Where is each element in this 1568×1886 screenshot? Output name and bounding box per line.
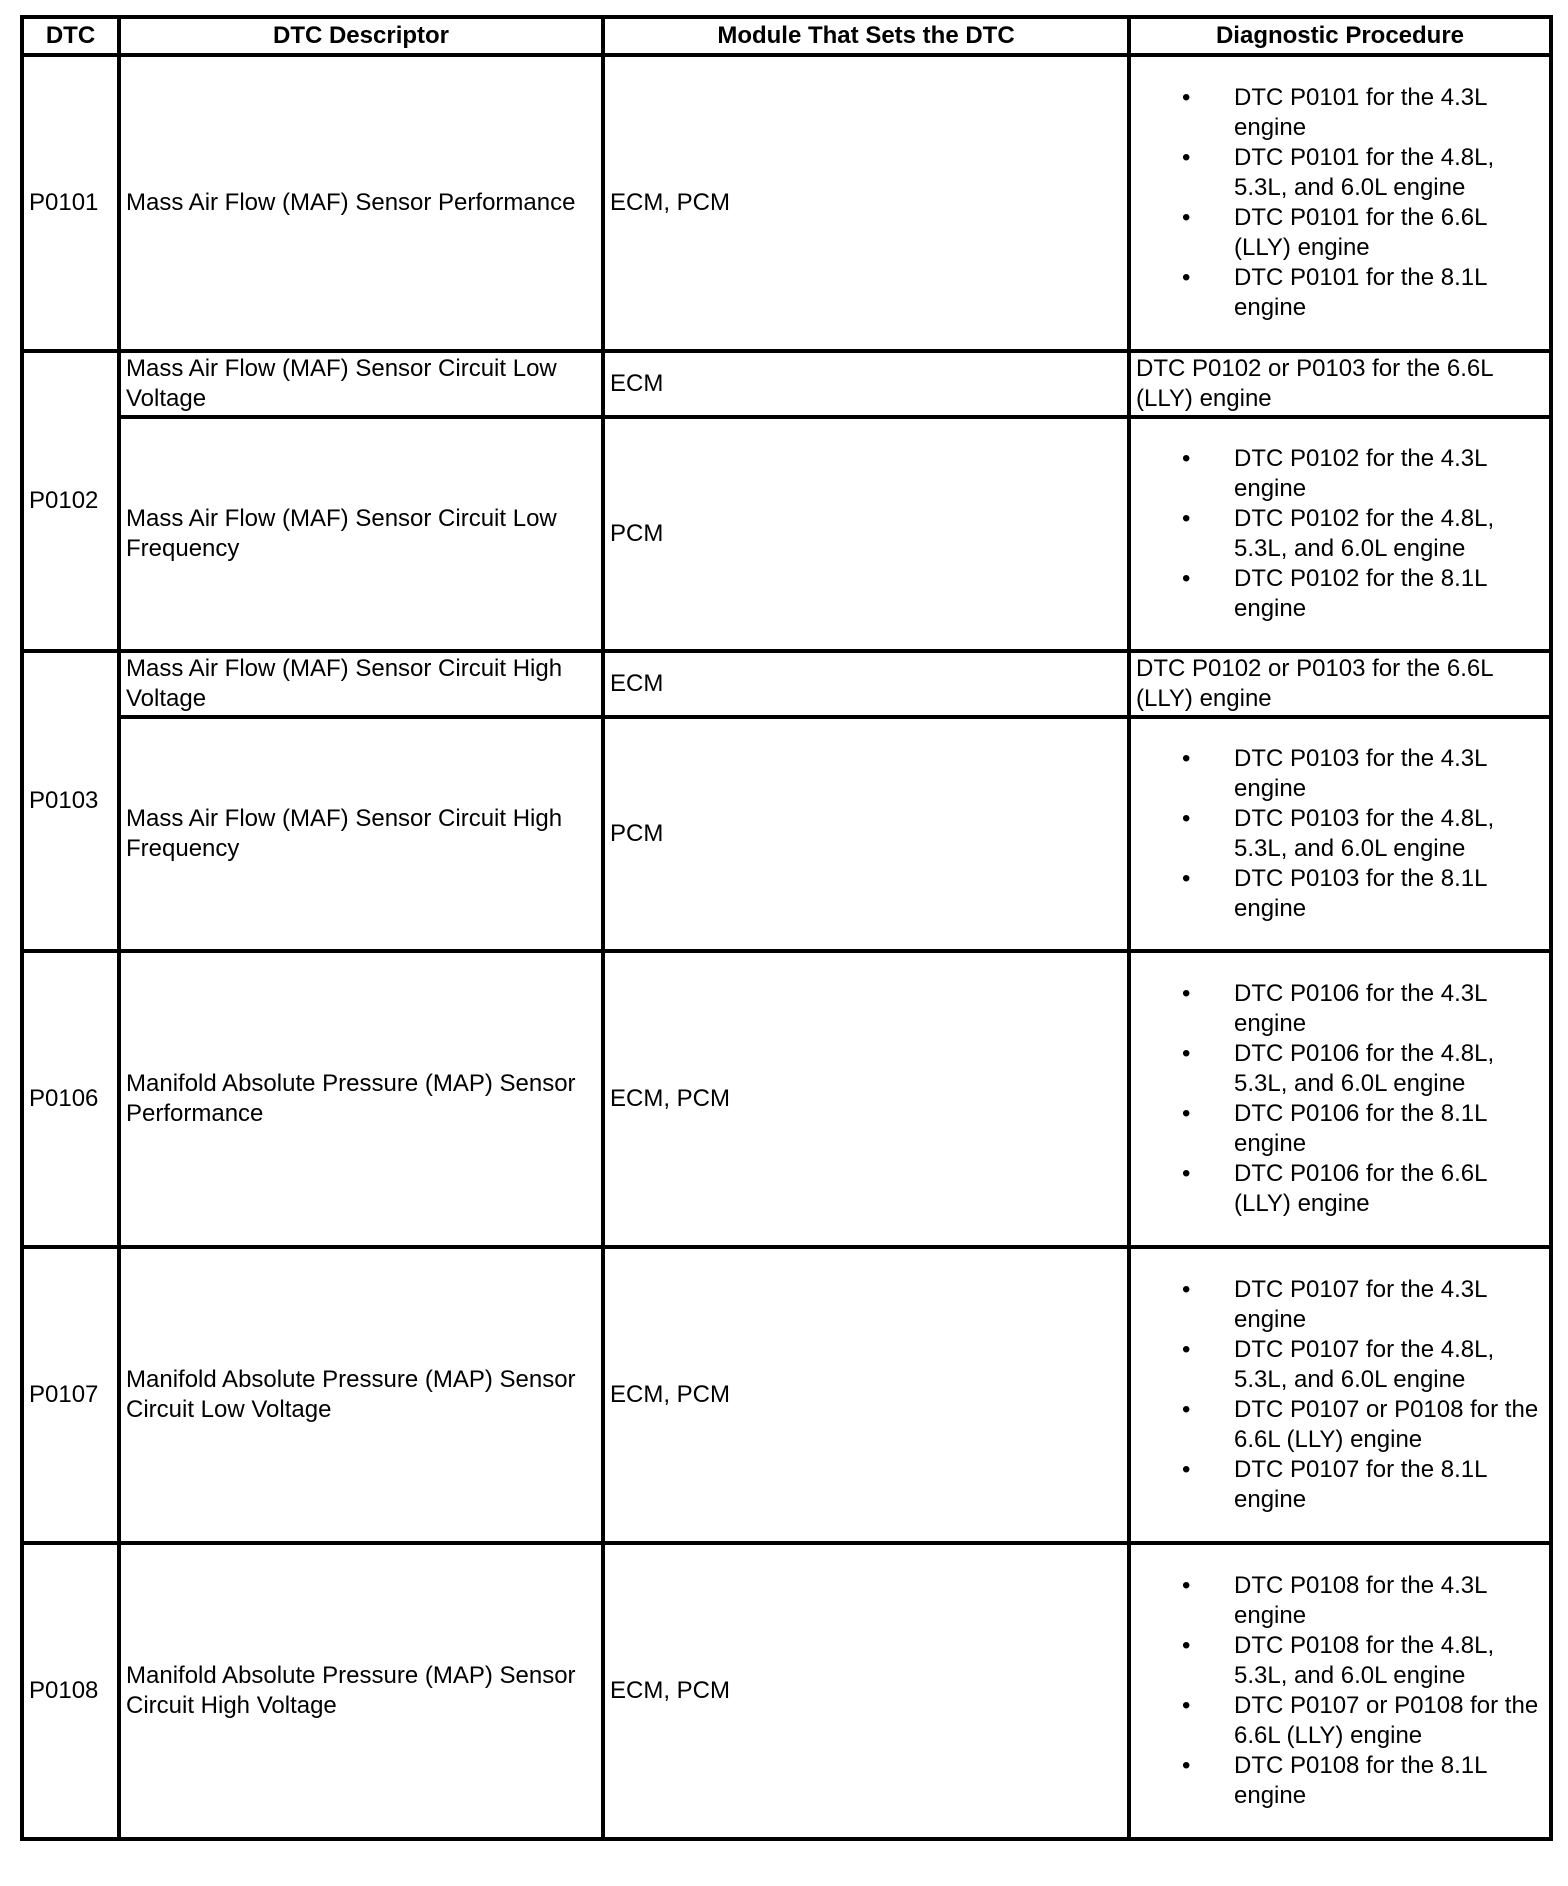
dtc-descriptor: Mass Air Flow (MAF) Sensor Circuit High Frequency (119, 717, 603, 951)
procedure-list (1136, 1275, 1544, 1515)
header-module: Module That Sets the DTC (603, 17, 1129, 55)
procedure-link[interactable]: • DTC P0101 for the 4.8L, 5.3L, and 6.0L engine (1234, 143, 1544, 203)
dtc-descriptor: Manifold Absolute Pressure (MAP) Sensor Circuit High Voltage (119, 1543, 603, 1839)
procedure-list (1136, 979, 1544, 1219)
dtc-code: P0106 (22, 951, 119, 1247)
procedure-link[interactable]: • DTC P0101 for the 8.1L engine (1234, 263, 1544, 323)
header-dtc: DTC (22, 17, 119, 55)
diagnostic-procedure (1129, 1247, 1551, 1543)
procedure-list (1136, 444, 1544, 624)
table-row (22, 417, 1551, 651)
header-procedure: Diagnostic Procedure (1129, 17, 1551, 55)
dtc-table (20, 15, 1553, 1841)
procedure-link[interactable]: • DTC P0102 for the 8.1L engine (1234, 564, 1544, 624)
procedure-list (1136, 1571, 1544, 1811)
procedure-link[interactable]: • DTC P0106 for the 6.6L (LLY) engine (1234, 1159, 1544, 1219)
procedure-link[interactable]: • DTC P0103 for the 8.1L engine (1234, 864, 1544, 924)
procedure-link[interactable]: • DTC P0108 for the 4.3L engine (1234, 1571, 1544, 1631)
dtc-descriptor: Mass Air Flow (MAF) Sensor Performance (119, 55, 603, 351)
procedure-link[interactable]: • DTC P0106 for the 8.1L engine (1234, 1099, 1544, 1159)
dtc-code: P0102 (22, 351, 119, 651)
procedure-link[interactable]: • DTC P0102 for the 4.3L engine (1234, 444, 1544, 504)
dtc-descriptor: Manifold Absolute Pressure (MAP) Sensor Circuit Low Voltage (119, 1247, 603, 1543)
procedure-link[interactable]: • DTC P0101 for the 4.3L engine (1234, 83, 1544, 143)
procedure-link[interactable]: • DTC P0103 for the 4.8L, 5.3L, and 6.0L engine (1234, 804, 1544, 864)
dtc-code: P0107 (22, 1247, 119, 1543)
dtc-module: ECM (603, 351, 1129, 417)
diagnostic-procedure-link[interactable]: DTC P0102 or P0103 for the 6.6L (LLY) engine (1129, 651, 1551, 717)
dtc-code: P0101 (22, 55, 119, 351)
dtc-module: PCM (603, 717, 1129, 951)
procedure-link[interactable]: • DTC P0108 for the 4.8L, 5.3L, and 6.0L engine (1234, 1631, 1544, 1691)
diagnostic-procedure (1129, 1543, 1551, 1839)
diagnostic-procedure-link[interactable]: DTC P0102 or P0103 for the 6.6L (LLY) engine (1129, 351, 1551, 417)
procedure-link[interactable]: • DTC P0107 for the 4.3L engine (1234, 1275, 1544, 1335)
dtc-code: P0108 (22, 1543, 119, 1839)
procedure-link[interactable]: • DTC P0103 for the 4.3L engine (1234, 744, 1544, 804)
dtc-module: ECM, PCM (603, 1247, 1129, 1543)
procedure-link[interactable]: • DTC P0107 or P0108 for the 6.6L (LLY) engine (1234, 1395, 1544, 1455)
procedure-link[interactable]: • DTC P0106 for the 4.8L, 5.3L, and 6.0L engine (1234, 1039, 1544, 1099)
dtc-module: ECM, PCM (603, 951, 1129, 1247)
dtc-descriptor: Manifold Absolute Pressure (MAP) Sensor Performance (119, 951, 603, 1247)
dtc-module: ECM (603, 651, 1129, 717)
dtc-descriptor: Mass Air Flow (MAF) Sensor Circuit Low Frequency (119, 417, 603, 651)
procedure-list (1136, 83, 1544, 323)
procedure-link[interactable]: • DTC P0108 for the 8.1L engine (1234, 1751, 1544, 1811)
procedure-link[interactable]: • DTC P0107 or P0108 for the 6.6L (LLY) engine (1234, 1691, 1544, 1751)
diagnostic-procedure (1129, 951, 1551, 1247)
dtc-module: ECM, PCM (603, 1543, 1129, 1839)
procedure-link[interactable]: • DTC P0101 for the 6.6L (LLY) engine (1234, 203, 1544, 263)
procedure-list (1136, 744, 1544, 924)
header-descriptor: DTC Descriptor (119, 17, 603, 55)
table-row (22, 351, 1551, 417)
procedure-link[interactable]: • DTC P0106 for the 4.3L engine (1234, 979, 1544, 1039)
diagnostic-procedure (1129, 717, 1551, 951)
table-row (22, 55, 1551, 351)
procedure-link[interactable]: • DTC P0102 for the 4.8L, 5.3L, and 6.0L engine (1234, 504, 1544, 564)
dtc-module: ECM, PCM (603, 55, 1129, 351)
table-row (22, 1247, 1551, 1543)
table-header-row (22, 17, 1551, 55)
table-row (22, 951, 1551, 1247)
dtc-module: PCM (603, 417, 1129, 651)
dtc-descriptor: Mass Air Flow (MAF) Sensor Circuit Low Voltage (119, 351, 603, 417)
diagnostic-procedure (1129, 417, 1551, 651)
dtc-descriptor: Mass Air Flow (MAF) Sensor Circuit High Voltage (119, 651, 603, 717)
table-row (22, 717, 1551, 951)
diagnostic-procedure (1129, 55, 1551, 351)
procedure-link[interactable]: • DTC P0107 for the 8.1L engine (1234, 1455, 1544, 1515)
table-row (22, 1543, 1551, 1839)
procedure-link[interactable]: • DTC P0107 for the 4.8L, 5.3L, and 6.0L engine (1234, 1335, 1544, 1395)
table-row (22, 651, 1551, 717)
dtc-code: P0103 (22, 651, 119, 951)
